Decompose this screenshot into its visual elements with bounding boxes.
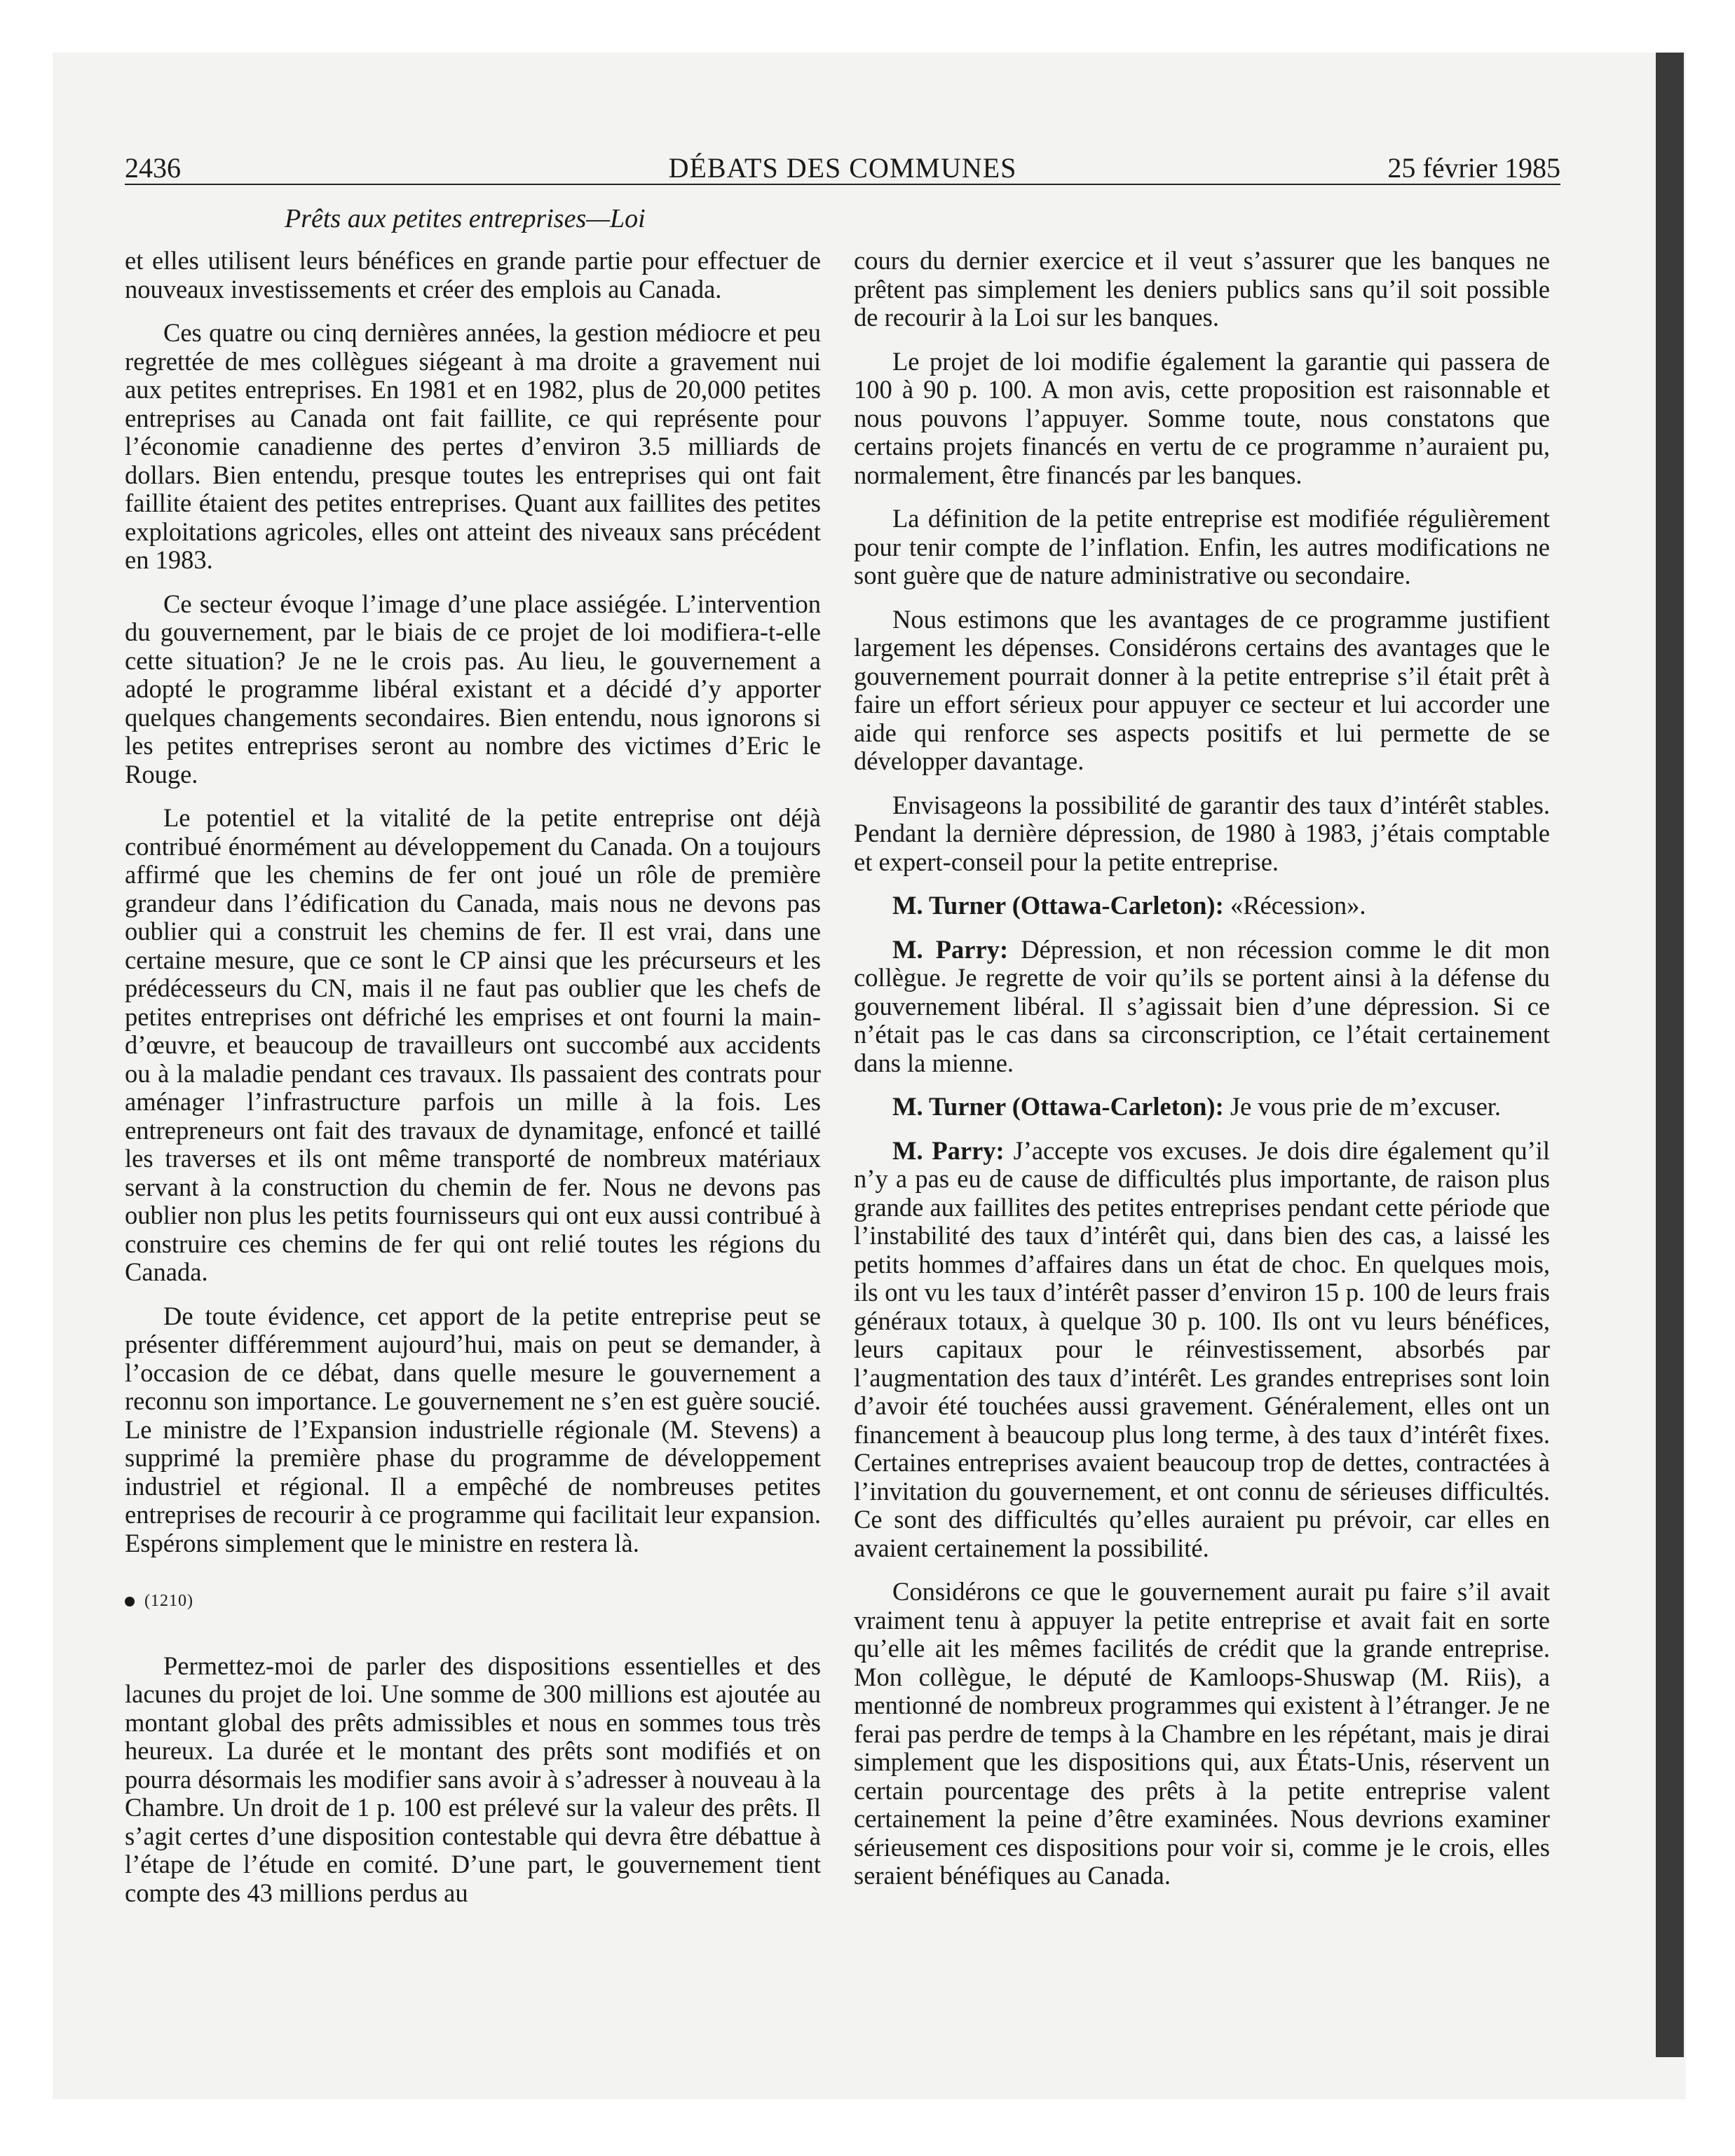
paragraph: De toute évidence, cet apport de la petite entreprise peut se présenter différemment aujourd’hui, mais on peut se demander, à l’occasion de ce débat, dans quelle mesure le gouvernement a reconnu son importance. Le gouvernement ne s’en est guère soucié. Le ministre de l’Expansion industrielle régionale (M. Stevens) a supprimé la première phase du programme de développement industriel et régional. Il a empêché de nombreuses petites entreprises de recourir à ce programme qui facilitait leur expansion. Espérons simplement que le ministre en restera là. [125, 1301, 821, 1557]
time-marker-label: (1210) [144, 1592, 193, 1610]
speech [854, 1137, 1550, 1563]
speech-text: «Récession». [1230, 891, 1366, 920]
speaker-name: M. Turner (Ottawa-Carleton): [892, 891, 1224, 920]
publication-date: 25 février 1985 [1387, 152, 1560, 184]
speaker-name: M. Turner (Ottawa-Carleton): [892, 1092, 1224, 1121]
time-marker [125, 1587, 821, 1616]
paragraph: cours du dernier exercice et il veut s’assurer que les banques ne prêtent pas simplement les deniers publics sans qu’il soit possible de recourir à la Loi sur les banques. [854, 246, 1550, 332]
speaker-name: M. Parry: [892, 934, 1009, 964]
speaker-name: M. Parry: [892, 1135, 1005, 1165]
right-column [854, 247, 1550, 1906]
paragraph: Envisageons la possibilité de garantir des taux d’intérêt stables. Pendant la dernière dépression, de 1980 à 1983, j’étais comptable et expert-conseil pour la petite entreprise. [854, 790, 1550, 876]
paragraph: Ce secteur évoque l’image d’une place assiégée. L’intervention du gouvernement, par le biais de ce projet de loi modifiera-t-elle cette situation? Je ne le crois pas. Au lieu, le gouvernement a adopté le programme libéral existant et a décidé d’y apporter quelques changements secondaires. Bien entendu, nous ignorons si les petites entreprises seront au nombre des victimes d’Eric le Rouge. [125, 589, 821, 789]
speech-text: J’accepte vos excuses. Je dois dire également qu’il n’y a pas eu de cause de difficultés plus importante, de raison plus grande aux faillites des petites entreprises pendant cette période que l’instabilité des taux d’intérêt qui, dans bien des cas, a laissé les petits hommes d’affaires dans un état de choc. En quelques mois, ils ont vu les taux d’intérêt passer d’environ 15 p. 100 de leurs frais généraux totaux, à quelque 30 p. 100. Ils ont vu leurs bénéfices, leurs capitaux pour le réinvestissement, absorbés par l’augmentation des taux d’intérêt. Les grandes entreprises sont loin d’avoir été touchées aussi gravement. Généralement, elles ont un financement à beaucoup plus long terme, à des taux d’intérêt fixes. Certaines entreprises avaient beaucoup trop de dettes, contractées à l’invitation du gouvernement, et ont connu de sérieuses difficultés. Ce sont des difficultés qu’elles auraient pu prévoir, car elles en avaient certainement la possibilité. [854, 1135, 1551, 1562]
left-column [125, 247, 821, 1923]
paragraph: Considérons ce que le gouvernement aurait pu faire s’il avait vraiment tenu à appuyer la petite entreprise et avait fait en sorte qu’elle ait les mêmes facilités de crédit que la grande entreprise. Mon collègue, le député de Kamloops-Shuswap (M. Riis), a mentionné de nombreux programmes qui existent à l’étranger. Je ne ferai pas perdre de temps à la Chambre en les répétant, mais je dirai simplement que les dispositions qui, aux États-Unis, réservent un certain pourcentage des prêts à la petite entreprise valent certainement la peine d’être examinées. Nous devrions examiner sérieusement ces dispositions pour voir si, comme je le crois, elles seraient bénéfiques au Canada. [854, 1577, 1550, 1890]
paragraph: Le potentiel et la vitalité de la petite entreprise ont déjà contribué énormément au développement du Canada. On a toujours affirmé que les chemins de fer ont joué un rôle de première grandeur dans l’édification du Canada, mais nous ne devons pas oublier qui a construit les chemins de fer. Il est vrai, dans une certaine mesure, que ce sont le CP ainsi que les précurseurs et les prédécesseurs du CN, mais il ne faut pas oublier que les chefs de petites entreprises ont défriché les emprises et ont fourni la main-d’œuvre, et beaucoup de travailleurs ont succombé aux accidents ou à la maladie pendant ces travaux. Ils passaient des contrats pour aménager l’infrastructure parfois un mille à la fois. Les entrepreneurs ont fait des travaux de dynamitage, enfoncé et taillé les traverses et ils ont même transporté de nombreux matériaux servant à la construction du chemin de fer. Nous ne devons pas oublier non plus les petits fournisseurs qui ont eux aussi contribué à construire ces chemins de fer qui ont relié toutes les régions du Canada. [125, 803, 821, 1286]
scan-edge-shadow [1656, 53, 1684, 2057]
page-number: 2436 [125, 152, 181, 184]
paragraph: Nous estimons que les avantages de ce programme justifient largement les dépenses. Considérons certains des avantages que le gouvernement pourrait donner à la petite entreprise s’il était prêt à faire un effort sérieux pour appuyer ce secteur et lui accorder une aide qui renforce ses aspects positifs et lui permette de se développer davantage. [854, 604, 1550, 775]
running-subtitle: Prêts aux petites entreprises—Loi [285, 204, 646, 233]
speech [854, 892, 1550, 920]
speech [854, 1093, 1550, 1121]
paragraph: La définition de la petite entreprise est modifiée régulièrement pour tenir compte de l’inflation. Enfin, les autres modifications ne sont guère que de nature administrative ou secondaire. [854, 504, 1550, 589]
paragraph: Ces quatre ou cinq dernières années, la gestion médiocre et peu regrettée de mes collègues siégeant à ma droite a gravement nui aux petites entreprises. En 1981 et en 1982, plus de 20,000 petites entreprises au Canada ont fait faillite, ce qui représente pour l’économie canadienne des pertes d’environ 3.5 milliards de dollars. Bien entendu, presque toutes les entreprises qui ont fait faillite étaient des petites entreprises. Quant aux faillites des petites exploitations agricoles, elles ont atteint des niveaux sans précédent en 1983. [125, 318, 821, 574]
paragraph: Permettez-moi de parler des dispositions essentielles et des lacunes du projet de loi. Une somme de 300 millions est ajoutée au montant global des prêts admissibles et nous en sommes tous très heureux. La durée et le montant des prêts sont modifiés et on pourra désormais les modifier sans avoir à s’adresser à nouveau à la Chambre. Un droit de 1 p. 100 est prélevé sur la valeur des prêts. Il s’agit certes d’une disposition contestable qui devra être débattue à l’étape de l’étude en comité. D’une part, le gouvernement tient compte des 43 millions perdus au [125, 1651, 821, 1907]
paragraph: et elles utilisent leurs bénéfices en grande partie pour effectuer de nouveaux investissements et créer des emplois au Canada. [125, 246, 821, 303]
speech-text: Je vous prie de m’excuser. [1230, 1092, 1502, 1121]
speech [854, 936, 1550, 1078]
speech-text: Dépression, et non récession comme le dit mon collègue. Je regrette de voir qu’ils se portent ainsi à la défense du gouvernement libéral. Il s’agissait bien d’une dépression. Si ce n’était pas le cas dans sa circonscription, ce l’était certainement dans la mienne. [854, 934, 1550, 1077]
paragraph: Le projet de loi modifie également la garantie qui passera de 100 à 90 p. 100. A mon avis, cette proposition est raisonnable et nous pouvons l’appuyer. Somme toute, nous constatons que certains projets financés en vertu de ce programme n’auraient pu, normalement, être financés par les banques. [854, 346, 1550, 489]
bullet-icon [125, 1597, 135, 1606]
publication-title: DÉBATS DES COMMUNES [668, 152, 1017, 184]
page-header [125, 153, 1560, 185]
